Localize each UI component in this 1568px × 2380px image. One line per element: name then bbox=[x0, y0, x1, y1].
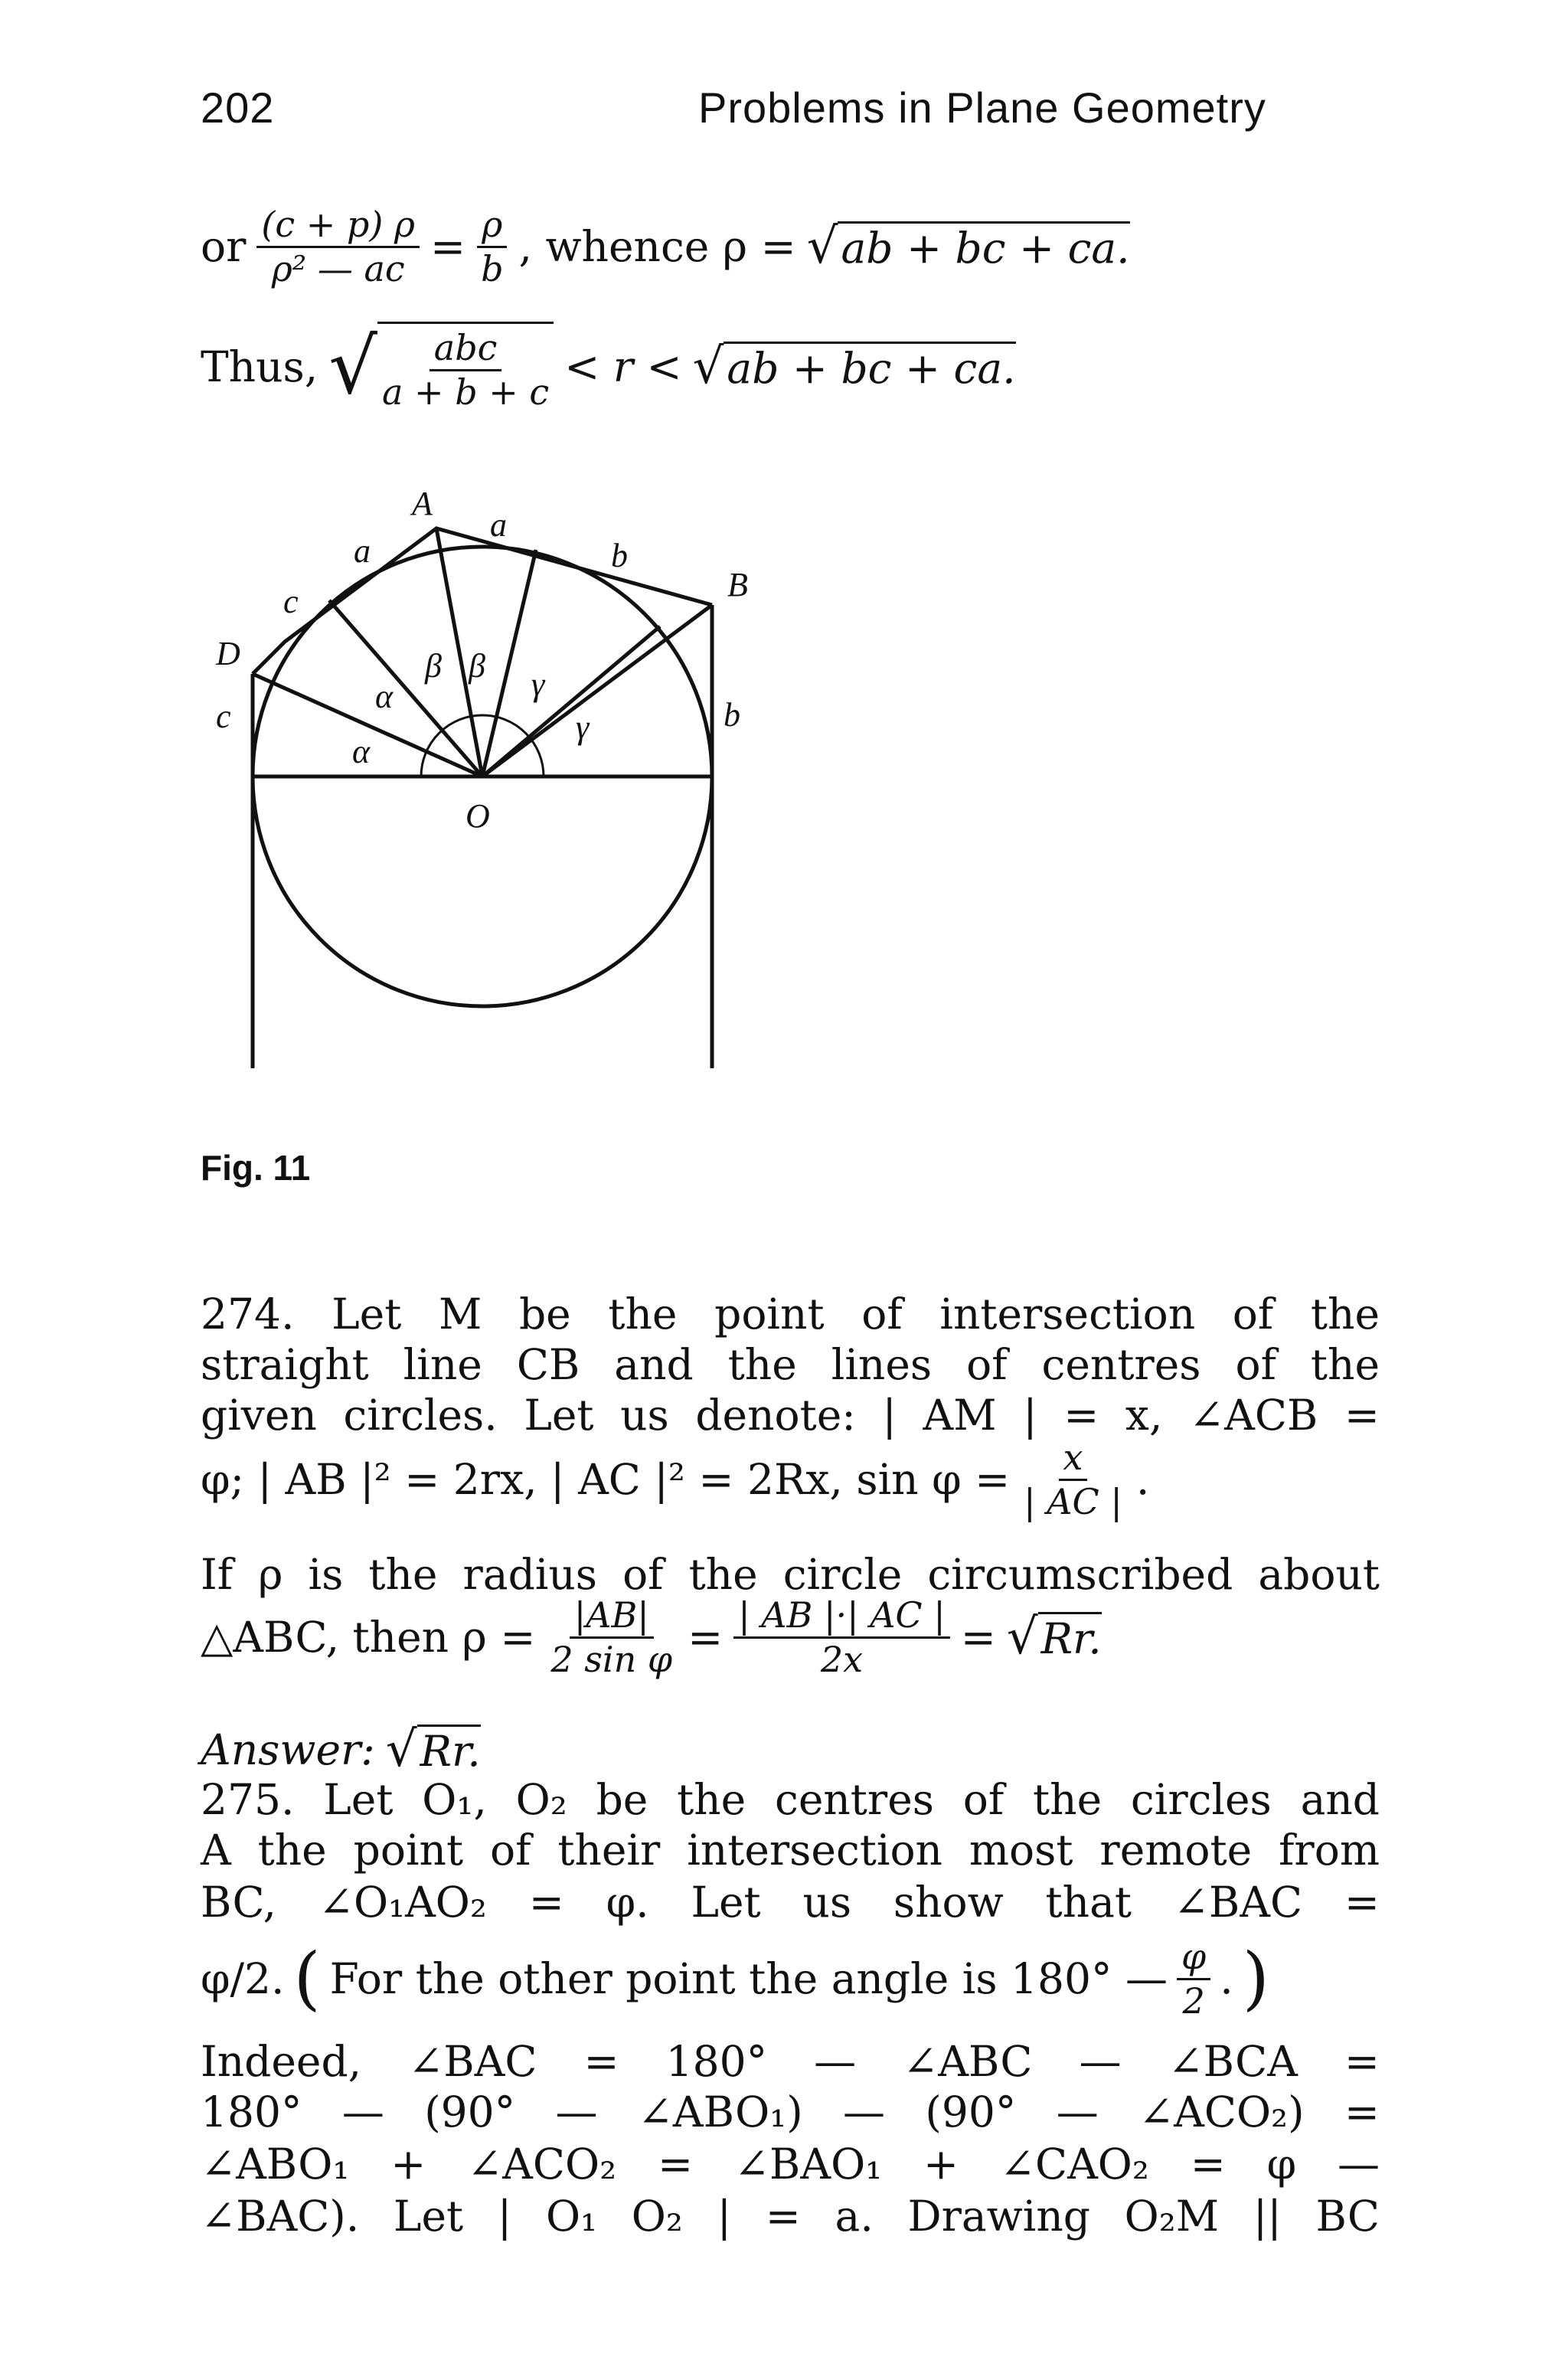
fraction-numerator: x bbox=[1059, 1438, 1088, 1481]
p274-line-2: straight line CB and the lines of centres of the bbox=[201, 1340, 1380, 1389]
fraction-numerator: (c + p) ρ bbox=[256, 205, 420, 248]
answer-label: Answer: bbox=[201, 1725, 375, 1774]
fraction-denominator: | AC | bbox=[1024, 1480, 1122, 1522]
label-a-2: a bbox=[490, 506, 507, 544]
fraction-numerator: |AB| bbox=[570, 1596, 654, 1639]
label-alpha-2: α bbox=[352, 733, 371, 770]
radical-sign: √ bbox=[385, 1721, 417, 1778]
radius-Ob bbox=[482, 626, 660, 776]
label-A: A bbox=[412, 485, 433, 522]
fraction-numerator: abc bbox=[430, 329, 502, 371]
phi-half-fraction bbox=[1177, 1937, 1210, 2020]
p275-line-6: 180° — (90° — ∠ABO₁) — (90° — ∠ACO₂) = bbox=[201, 2087, 1380, 2136]
sqrt-expression bbox=[1007, 1609, 1102, 1666]
figure-caption: Fig. 11 bbox=[201, 1148, 311, 1188]
p275-line-8: ∠BAC). Let | O₁ O₂ | = a. Drawing O₂M || BC bbox=[201, 2192, 1380, 2241]
label-b-1: b bbox=[611, 537, 628, 574]
p275-line-7: ∠ABO₁ + ∠ACO₂ = ∠BAO₁ + ∠CAO₂ = φ — bbox=[201, 2140, 1380, 2189]
sqrt-body: ab + bc + ca. bbox=[838, 221, 1129, 273]
period: . bbox=[1135, 1455, 1150, 1505]
p274-answer bbox=[201, 1721, 1380, 1778]
label-O: O bbox=[466, 797, 490, 835]
equals-sign: = bbox=[960, 1613, 996, 1662]
p274-line-4-text: φ; | AB |² = 2rx, | AC |² = 2Rx, sin φ = bbox=[201, 1455, 1011, 1505]
p275-line-5: Indeed, ∠BAC = 180° — ∠ABC — ∠BCA = bbox=[201, 2037, 1380, 2086]
p275-line-4 bbox=[201, 1937, 1380, 2020]
fraction-denominator: b bbox=[481, 247, 504, 289]
p274-line-4 bbox=[201, 1438, 1380, 1521]
label-alpha-1: α bbox=[375, 678, 394, 715]
label-beta-1: β bbox=[425, 647, 442, 685]
p275-line-4-paren-text: For the other point the angle is 180° — bbox=[329, 1954, 1168, 2004]
label-beta-2: β bbox=[469, 647, 485, 685]
formula-or: or bbox=[201, 222, 247, 272]
radical-sign: √ bbox=[806, 218, 838, 276]
equals-sign: = bbox=[430, 222, 466, 272]
whence-text: , whence ρ = bbox=[518, 222, 796, 272]
thus-text: Thus, bbox=[201, 342, 318, 391]
label-c-1: c bbox=[283, 583, 299, 620]
fraction-denominator: 2x bbox=[820, 1638, 864, 1680]
label-c-2: c bbox=[216, 698, 231, 735]
running-title: Problems in Plane Geometry bbox=[698, 83, 1266, 132]
label-gamma-2: γ bbox=[576, 708, 590, 746]
radical-sign: √ bbox=[692, 338, 724, 395]
rho-fraction-2 bbox=[733, 1596, 950, 1679]
sqrt-body: ab + bc + ca. bbox=[724, 342, 1015, 393]
inequality-text: < r < bbox=[564, 342, 682, 391]
sqrt-body: Rr. bbox=[1038, 1612, 1102, 1663]
fraction-denominator: 2 sin φ bbox=[550, 1638, 673, 1680]
equals-sign: = bbox=[688, 1613, 724, 1662]
period: . bbox=[1220, 1954, 1233, 2004]
label-a-1: a bbox=[354, 532, 371, 570]
fraction-numerator: ρ bbox=[477, 205, 507, 248]
p274-line-6 bbox=[201, 1596, 1380, 1679]
fraction-numerator: φ bbox=[1177, 1937, 1210, 1980]
page-number: 202 bbox=[201, 83, 275, 132]
p275-line-2: A the point of their intersection most remote from bbox=[201, 1826, 1380, 1875]
label-b-2: b bbox=[724, 696, 740, 734]
open-paren: ( bbox=[293, 1938, 321, 2019]
label-D: D bbox=[216, 635, 240, 672]
radical-sign: √ bbox=[328, 322, 377, 412]
fraction-numerator: | AB |·| AC | bbox=[733, 1596, 950, 1639]
p274-line-5: If ρ is the radius of the circle circumscribed about bbox=[201, 1550, 1380, 1599]
radical-sign: √ bbox=[1006, 1609, 1038, 1666]
rho-fraction-1 bbox=[546, 1596, 677, 1679]
p274-line-1: 274. Let M be the point of intersection of the bbox=[201, 1290, 1380, 1339]
fraction-denominator: a + b + c bbox=[381, 371, 550, 413]
p275-line-4-text: φ/2. bbox=[201, 1954, 285, 2004]
label-B: B bbox=[727, 566, 748, 603]
fraction-denominator: ρ² — ac bbox=[271, 247, 405, 289]
p274-line-3: given circles. Let us denote: | AM | = x, ∠ACB = bbox=[201, 1391, 1380, 1440]
fraction-denominator: 2 bbox=[1182, 1980, 1205, 2022]
p275-line-3: BC, ∠O₁AO₂ = φ. Let us show that ∠BAC = bbox=[201, 1878, 1380, 1927]
p274-line-6-text: △ABC, then ρ = bbox=[201, 1613, 536, 1662]
sin-phi-fraction bbox=[1019, 1438, 1127, 1521]
p275-line-1: 275. Let O₁, O₂ be the centres of the circles and bbox=[201, 1775, 1380, 1824]
label-gamma-1: γ bbox=[531, 665, 545, 703]
answer-value: Rr. bbox=[417, 1725, 481, 1776]
sqrt-expression bbox=[386, 1721, 481, 1778]
close-paren: ) bbox=[1242, 1938, 1269, 2019]
